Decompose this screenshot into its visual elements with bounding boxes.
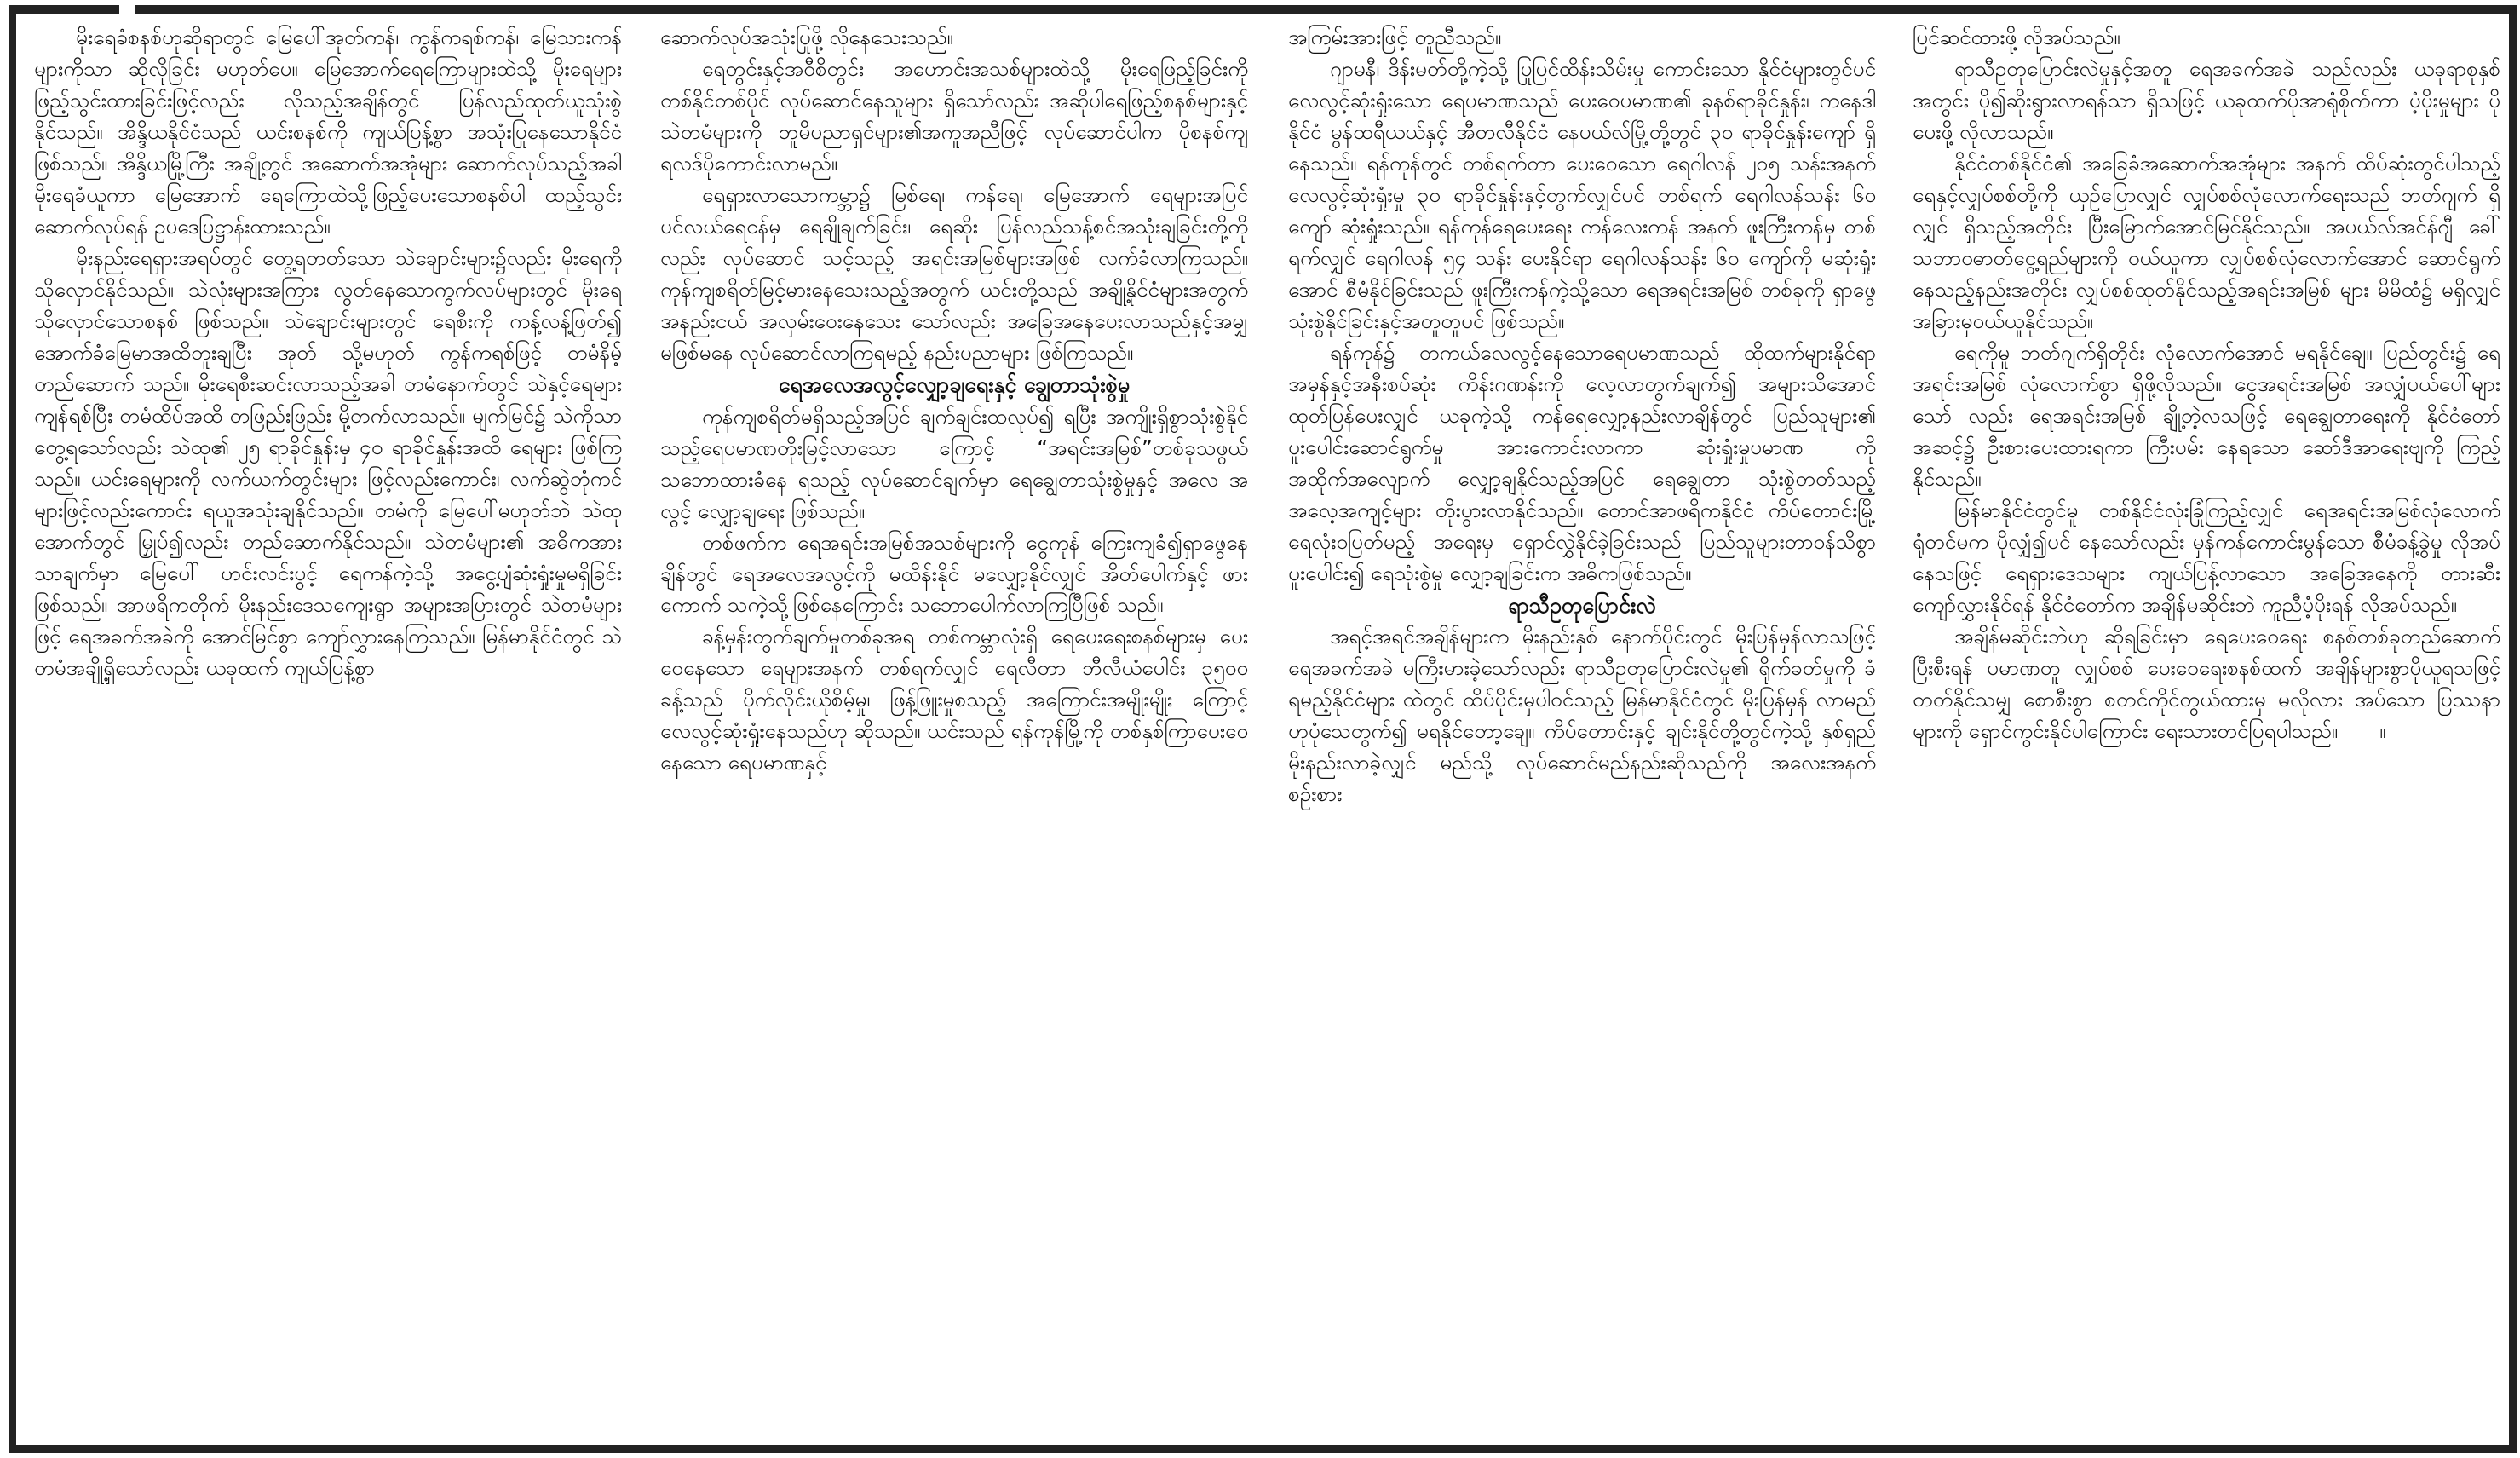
right-border bbox=[2509, 5, 2517, 1450]
paragraph-text: ရာသီဥတုပြောင်းလဲမှုနှင့်အတူ ရေအခက်အခဲ သည်လည်း ယခုရာစုနှစ်အတွင်း ပို၍ဆိုးရွားလာရန်သာ ရှိသဖြင့် ယခုထက်ပိုအာရုံစိုက်ကာ ပံ့ပိုးမှုများ ပိုပေးဖို့ လိုလာသည်။ bbox=[1913, 55, 2500, 144]
paragraph bbox=[34, 243, 622, 684]
section-heading-text: ရေအလေအလွင့်လျှော့ချရေးနှင့် ချွေတာသုံးစွဲမှု bbox=[778, 372, 1131, 397]
paragraph bbox=[660, 401, 1248, 527]
paragraph-text: ရေတွင်းနှင့်အဝီစိတွင်း အဟောင်းအသစ်များထဲသို့ မိုးရေဖြည့်ခြင်းကို တစ်နိုင်တစ်ပိုင် လုပ်ဆောင်နေသူများ ရှိသော်လည်း အဆိုပါရေဖြည့်စနစ်များနှင့် သဲတမံများကို ဘူမိပညာရှင်များ၏အကူအညီဖြင့် လုပ်ဆောင်ပါက ပိုစနစ်ကျ ရလဒ်ပိုကောင်းလာမည်။ bbox=[660, 55, 1248, 176]
paragraph-text: အကြမ်းအားဖြင့် တူညီသည်။ bbox=[1288, 25, 1502, 49]
paragraph bbox=[1913, 54, 2500, 148]
paragraph-text: ခန့်မှန်းတွက်ချက်မှုတစ်ခုအရ တစ်ကမ္ဘာလုံးရှိ ရေပေးရေးစနစ်များမှ ပေးဝေနေသော ရေများအနက် တစ်ရက်လျှင် ရေလီတာ ဘီလီယံပေါင်း ၃၅၀၀ ခန့်သည် ပိုက်လိုင်းယိုစိမ့်မှု၊ ဖြန့်ဖြူးမှုစသည့် အကြောင်းအမျိုးမျိုး ကြောင့် လေလွင့်ဆုံးရှုံးနေသည်ဟု ဆိုသည်။ ယင်းသည် ရန်ကုန်မြို့ကို တစ်နှစ်ကြာပေးဝေနေသော ရေပမာဏနှင့် bbox=[660, 624, 1248, 775]
section-heading bbox=[660, 369, 1248, 401]
paragraph bbox=[660, 54, 1248, 180]
section-heading bbox=[1288, 590, 1876, 622]
paragraph-text: ကုန်ကျစရိတ်မရှိသည့်အပြင် ချက်ချင်းထလုပ်၍ ရပြီး အကျိုးရှိစွာသုံးစွဲနိုင်သည့်ရေပမာဏတိုးမြင့်လာသော ကြောင့် “အရင်းအမြစ်”တစ်ခုသဖွယ် သဘောထားခံနေ ရသည့် လုပ်ဆောင်ချက်မှာ ရေချွေတာသုံးစွဲမှုနှင့် အလေ အလွင့် လျှော့ချရေး ဖြစ်သည်။ bbox=[660, 403, 1248, 523]
paragraph-text: မိုးရေခံစနစ်ဟုဆိုရာတွင် မြေပေါ်အုတ်ကန်၊ ကွန်ကရစ်ကန်၊ မြေသားကန်များကိုသာ ဆိုလိုခြင်း မဟုတ်ပေ။ မြေအောက်ရေကြောများထဲသို့ မိုးရေများ ဖြည့်သွင်းထားခြင်းဖြင့်လည်း လိုသည့်အချိန်တွင် ပြန်လည်ထုတ်ယူသုံးစွဲနိုင်သည်။ အိန္ဒိယနိုင်ငံသည် ယင်းစနစ်ကို ကျယ်ပြန့်စွာ အသုံးပြုနေသောနိုင်ငံ ဖြစ်သည်။ အိန္ဒိယမြို့ကြီး အချို့တွင် အဆောက်အအုံများ ဆောက်လုပ်သည့်အခါ မိုးရေခံယူကာ မြေအောက် ရေကြောထဲသို့ဖြည့်ပေးသောစနစ်ပါ ထည့်သွင်း ဆောက်လုပ်ရန် ဥပဒေပြဋ္ဌာန်းထားသည်။ bbox=[34, 25, 622, 239]
paragraph-text: အရင့်အရင်အချိန်များက မိုးနည်းနှစ် နောက်ပိုင်းတွင် မိုးပြန်မှန်လာသဖြင့် ရေအခက်အခဲ မကြီးမားခဲ့သော်လည်း ရာသီဥတုပြောင်းလဲမှု၏ ရိုက်ခတ်မှုကို ခံရမည့်နိုင်ငံများ ထဲတွင် ထိပ်ပိုင်းမှပါဝင်သည့် မြန်မာနိုင်ငံတွင် မိုးပြန်မှန် လာမည်ဟုပုံသေတွက်၍ မရနိုင်တော့ချေ။ ကိပ်တောင်းနှင့် ချင်းနိုင်တို့တွင်ကဲ့သို့ နှစ်ရှည်မိုးနည်းလာခဲ့လျှင် မည်သို့ လုပ်ဆောင်မည်နည်းဆိုသည်ကို အလေးအနက် စဉ်းစား bbox=[1288, 624, 1876, 807]
paragraph-text: ဆောက်လုပ်အသုံးပြုဖို့ လိုနေသေးသည်။ bbox=[660, 25, 953, 49]
section-heading-text: ရာသီဥတုပြောင်းလဲ bbox=[1508, 592, 1656, 618]
top-border bbox=[135, 5, 2517, 14]
article-column-4 bbox=[1913, 22, 2500, 1440]
paragraph-text: မြန်မာနိုင်ငံတွင်မူ တစ်နိုင်ငံလုံးခြုံကြည့်လျှင် ရေအရင်းအမြစ်လုံလောက်ရုံတင်မက ပိုလျှံ၍ပင် နေသော်လည်း မှန်ကန်ကောင်းမွန်သော စီမံခန့်ခွဲမှု လိုအပ်နေသဖြင့် ရေရှားဒေသများ ကျယ်ပြန့်လာသော အခြေအနေကို တားဆီးကျော်လွှားနိုင်ရန် နိုင်ငံတော်က အချိန်မဆိုင်းဘဲ ကူညီပံ့ပိုးရန် လိုအပ်သည်။ bbox=[1913, 497, 2500, 617]
left-border bbox=[9, 5, 16, 1450]
paragraph bbox=[660, 22, 1248, 54]
paragraph-text: ရန်ကုန်၌ တကယ်လေလွင့်နေသောရေပမာဏသည် ထိုထက်များနိုင်ရာ အမှန်နှင့်အနီးစပ်ဆုံး ကိန်းဂဏန်းကို လေ့လာတွက်ချက်၍ အများသိအောင် ထုတ်ပြန်ပေးလျှင် ယခုကဲ့သို့ ကန်ရေလျှော့နည်းလာချိန်တွင် ပြည်သူများ၏ ပူးပေါင်းဆောင်ရွက်မှု အားကောင်းလာကာ ဆုံးရှုံးမှုပမာဏ ကို အထိုက်အလျောက် လျှော့ချနိုင်သည့်အပြင် ရေချွေတာ သုံးစွဲတတ်သည့် အလေ့အကျင့်များ တိုးပွားလာနိုင်သည်။ တောင်အာဖရိကနိုင်ငံ ကိပ်တောင်းမြို့ ရေလုံးဝပြတ်မည့် အရေးမှ ရှောင်လွှဲနိုင်ခဲ့ခြင်းသည် ပြည်သူများတာဝန်သိစွာ ပူးပေါင်း၍ ရေသုံးစွဲမှု လျှော့ချခြင်းက အဓိကဖြစ်သည်။ bbox=[1288, 339, 1876, 585]
paragraph-text: တစ်ဖက်က ရေအရင်းအမြစ်အသစ်များကို ငွေကုန် ကြေးကျခံ၍ရှာဖွေနေချိန်တွင် ရေအလေအလွင့်ကို မထိန်းနိုင် မလျှော့နိုင်လျှင် အိတ်ပေါက်နှင့် ဖားကောက် သကဲ့သို့ဖြစ်နေကြောင်း သဘောပေါက်လာကြပြီဖြစ် သည်။ bbox=[660, 529, 1248, 618]
paragraph-text: အချိန်မဆိုင်းဘဲဟု ဆိုရခြင်းမှာ ရေပေးဝေရေး စနစ်တစ်ခုတည်ဆောက်ပြီးစီးရန် ပမာဏတူ လျှပ်စစ် ပေးဝေရေးစနစ်ထက် အချိန်များစွာပိုယူရသဖြင့် တတ်နိုင်သမျှ စောစီးစွာ စတင်ကိုင်တွယ်ထားမှ မလိုလား အပ်သော ပြဿနာများကို ရှောင်ကွင်းနိုင်ပါကြောင်း ရေးသားတင်ပြရပါသည်။ bbox=[1913, 623, 2500, 743]
paragraph bbox=[660, 180, 1248, 369]
paragraph bbox=[1913, 22, 2500, 54]
paragraph-text: ပြင်ဆင်ထားဖို့ လိုအပ်သည်။ bbox=[1913, 25, 2120, 49]
paragraph bbox=[1288, 54, 1876, 337]
article-column-3 bbox=[1288, 22, 1876, 1440]
paragraph bbox=[1913, 337, 2500, 495]
top-border-left-segment bbox=[9, 5, 119, 14]
paragraph-text: ဂျာမနီ၊ ဒိန်းမတ်တို့ကဲ့သို့ ပြုပြင်ထိန်းသိမ်းမှု ကောင်းသော နိုင်ငံများတွင်ပင် လေလွင့်ဆုံးရှုံးသော ရေပမာဏသည် ပေးဝေပမာဏ၏ ခုနစ်ရာခိုင်နှုန်း၊ ကနေဒါ နိုင်ငံ မွန်ထရီယယ်နှင့် အီတလီနိုင်ငံ နေပယ်လ်မြို့တို့တွင် ၃၀ ရာခိုင်နှုန်းကျော် ရှိနေသည်။ ရန်ကုန်တွင် တစ်ရက်တာ ပေးဝေသော ရေဂါလန် ၂၀၅ သန်းအနက် လေလွင့်ဆုံးရှုံးမှု ၃၀ ရာခိုင်နှုန်းနှင့်တွက်လျှင်ပင် တစ်ရက် ရေဂါလန်သန်း ၆၀ ကျော် ဆုံးရှုံးသည်။ ရန်ကုန်ရေပေးရေး ကန်လေးကန် အနက် ဖူးကြီးကန်မှ တစ်ရက်လျှင် ရေဂါလန် ၅၄ သန်း ပေးနိုင်ရာ ရေဂါလန်သန်း ၆၀ ကျော်ကို မဆုံးရှုံးအောင် စီမံနိုင်ခြင်းသည် ဖူးကြီးကန်ကဲ့သို့သော ရေအရင်းအမြစ် တစ်ခုကို ရှာဖွေသုံးစွဲနိုင်ခြင်းနှင့်အတူတူပင် ဖြစ်သည်။ bbox=[1288, 55, 1876, 333]
paragraph bbox=[1913, 495, 2500, 621]
paragraph-text: မိုးနည်းရေရှားအရပ်တွင် တွေ့ရတတ်သော သဲချောင်းများ၌လည်း မိုးရေကိုသိုလှောင်နိုင်သည်။ သဲလုံးများအကြား လွတ်နေသောကွက်လပ်များတွင် မိုးရေသိုလှောင်သောစနစ် ဖြစ်သည်။ သဲချောင်းများတွင် ရေစီးကို ကန့်လန့်ဖြတ်၍ အောက်ခံမြေမာအထိတူးချပြီး အုတ် သို့မဟုတ် ကွန်ကရစ်ဖြင့် တမံနိမ့်တည်ဆောက် သည်။ မိုးရေစီးဆင်းလာသည့်အခါ တမံနောက်တွင် သဲနှင့်ရေများ ကျန်ရစ်ပြီး တမံထိပ်အထိ တဖြည်းဖြည်း မို့တက်လာသည်။ မျက်မြင်၌ သဲကိုသာ တွေ့ရသော်လည်း သဲထု၏ ၂၅ ရာခိုင်နှုန်းမှ ၄၀ ရာခိုင်နှုန်းအထိ ရေများ ဖြစ်ကြသည်။ ယင်းရေများကို လက်ယက်တွင်းများ ဖြင့်လည်းကောင်း၊ လက်ဆွဲတုံကင်များဖြင့်လည်းကောင်း ရယူအသုံးချနိုင်သည်။ တမံကို မြေပေါ်မဟုတ်ဘဲ သဲထု အောက်တွင် မြှုပ်၍လည်း တည်ဆောက်နိုင်သည်။ သဲတမံများ၏ အဓိကအားသာချက်မှာ မြေပေါ် ဟင်းလင်းပွင့် ရေကန်ကဲ့သို့ အငွေ့ပျံဆုံးရှုံးမှုမရှိခြင်း ဖြစ်သည်။ အာဖရိကတိုက် မိုးနည်းဒေသကျေးရွာ အများအပြားတွင် သဲတမံများဖြင့် ရေအခက်အခဲကို အောင်မြင်စွာ ကျော်လွှားနေကြသည်။ မြန်မာနိုင်ငံတွင် သဲတမံအချို့ရှိသော်လည်း ယခုထက် ကျယ်ပြန့်စွာ bbox=[34, 245, 622, 680]
paragraph bbox=[1288, 22, 1876, 54]
paragraph bbox=[34, 22, 622, 243]
article-column-2 bbox=[660, 22, 1248, 1440]
paragraph bbox=[660, 621, 1248, 779]
paragraph-text: ရေကိုမူ ဘတ်ဂျက်ရှိတိုင်း လုံလောက်အောင် မရနိုင်ချေ။ ပြည်တွင်း၌ ရေအရင်းအမြစ် လုံလောက်စွာ ရှိဖို့လိုသည်။ ငွေအရင်းအမြစ် အလျှံပယ်ပေါ်များသော် လည်း ရေအရင်းအမြစ် ချို့တဲ့လသဖြင့် ရေချွေတာရေးကို နိုင်ငံတော်အဆင့်၌ ဦးစားပေးထားရကာ ကြီးပမ်း နေရသော ဆော်ဒီအာရေးဗျကို ကြည့်နိုင်သည်။ bbox=[1913, 339, 2500, 491]
article-end-mark: ။ bbox=[2379, 717, 2386, 743]
paragraph-text: နိုင်ငံတစ်နိုင်ငံ၏ အခြေခံအဆောက်အအုံများ အနက် ထိပ်ဆုံးတွင်ပါသည့် ရေနှင့်လျှပ်စစ်တို့ကို ယှဉ်ပြောလျှင် လျှပ်စစ်လုံလောက်ရေးသည် ဘတ်ဂျက် ရှိလျှင် ရှိသည့်အတိုင်း ပြီးမြောက်အောင်မြင်နိုင်သည်။ အပယ်လ်အင်န်ဂျီ ခေါ် သဘာဝဓာတ်ငွေ့ရည်များကို ဝယ်ယူကာ လျှပ်စစ်လုံလောက်အောင် ဆောင်ရွက် နေသည့်နည်းအတိုင်း လျှပ်စစ်ထုတ်နိုင်သည့်အရင်းအမြစ် များ မိမိထံ၌ မရှိလျှင် အခြားမှဝယ်ယူနိုင်သည်။ bbox=[1913, 150, 2500, 333]
paragraph bbox=[1288, 621, 1876, 810]
bottom-border bbox=[9, 1445, 2517, 1453]
paragraph bbox=[660, 527, 1248, 622]
article-column-1 bbox=[34, 22, 622, 1440]
paragraph bbox=[1913, 148, 2500, 337]
paragraph bbox=[1288, 337, 1876, 590]
paragraph-text: ရေရှားလာသောကမ္ဘာ၌ မြစ်ရေ၊ ကန်ရေ၊ မြေအောက် ရေများအပြင် ပင်လယ်ရေငန်မှ ရေချိုချက်ခြင်း၊ ရေဆိုး ပြန်လည်သန့်စင်အသုံးချခြင်းတို့ကိုလည်း လုပ်ဆောင် သင့်သည့် အရင်းအမြစ်များအဖြစ် လက်ခံလာကြသည်။ ကုန်ကျစရိတ်မြင့်မားနေသေးသည့်အတွက် ယင်းတို့သည် အချို့နိုင်ငံများအတွက် အနည်းငယ် အလှမ်းဝေးနေသေး သော်လည်း အခြေအနေပေးလာသည်နှင့်အမျှ မဖြစ်မနေ လုပ်ဆောင်လာကြရမည့် နည်းပညာများ ဖြစ်ကြသည်။ bbox=[660, 182, 1248, 365]
paragraph bbox=[1913, 621, 2500, 747]
